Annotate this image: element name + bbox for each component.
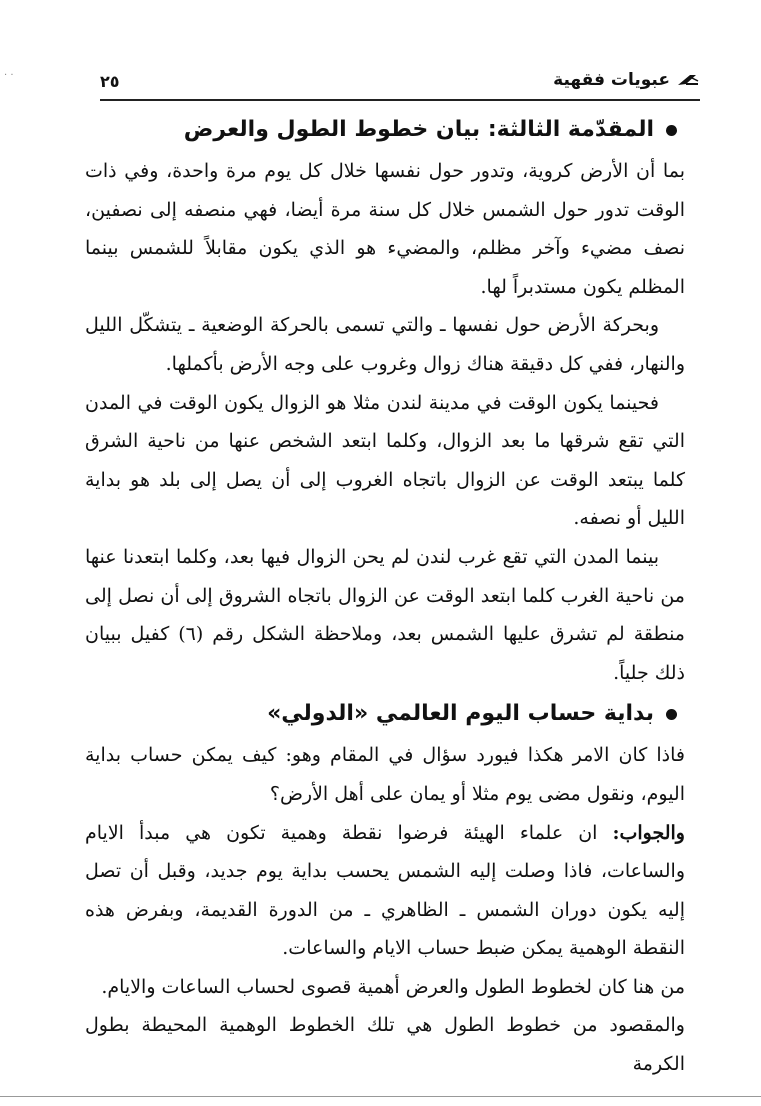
paragraph: والمقصود من خطوط الطول هي تلك الخطوط الوهمية المحيطة بطول الكرمة	[85, 1014, 685, 1076]
running-title	[553, 70, 700, 90]
bullet-icon	[666, 125, 677, 136]
section-heading-text: بداية حساب اليوم العالمي «الدولي»	[267, 701, 654, 727]
paragraph: من هنا كان لخطوط الطول والعرض أهمية قصوى لحساب الساعات والايام.	[101, 975, 685, 998]
section-heading-world-day	[85, 692, 685, 736]
answer-text: ان علماء الهيئة فرضوا نقطة وهمية تكون هي مبدأ الايام والساعات، فاذا وصلت إليه الشمس يحسب بداية يوم جديد، وقبل أن تصل إليه يكون دوران الشمس ـ الظاهري ـ من الدورة القديمة، وبفرض هذه النقطة الوهمية يمكن ضبط حساب الايام والساعات.	[85, 821, 685, 960]
pen-icon	[676, 72, 700, 88]
paragraph: بما أن الأرض كروية، وتدور حول نفسها خلال كل يوم مرة واحدة، وفي ذات الوقت تدور حول الشمس خلال كل سنة مرة أيضا، فهي منصفه إلى نصفين، نصف مضيء وآخر مظلم، والمضيء هو الذي يكون مقابلاً للشمس بينما المظلم يكون مستدبراً لها.	[85, 160, 685, 298]
page-header	[100, 66, 700, 96]
page-content	[85, 108, 685, 1084]
paragraph: فاذا كان الامر هكذا فيورد سؤال في المقام وهو: كيف يمكن حساب بداية اليوم، ونقول مضى يوم مثلا أو يمان على أهل الأرض؟	[85, 744, 685, 805]
answer-paragraph	[85, 814, 685, 968]
page-number: ٢٥	[100, 72, 120, 91]
header-rule	[100, 99, 700, 101]
section-heading-text: المقدّمة الثالثة: بيان خطوط الطول والعرض	[183, 117, 654, 142]
bullet-icon	[666, 709, 677, 720]
running-title-text: عبويات فقهية	[553, 70, 670, 90]
paragraph: بينما المدن التي تقع غرب لندن لم يحن الزوال فيها بعد، وكلما ابتعدنا عنها من ناحية الغرب كلما ابتعد الوقت عن الزوال باتجاه الشروق إلى أن نصل إلى منطقة لم تشرق عليها الشمس بعد، وملاحظة الشكل رقم (٦) كفيل ببيان ذلك جلياً.	[85, 545, 685, 684]
answer-label: والجواب:	[612, 821, 685, 844]
margin-mark: · ·	[4, 70, 14, 81]
section-heading-longitude-latitude	[85, 108, 685, 152]
paragraph: وبحركة الأرض حول نفسها ـ والتي تسمى بالحركة الوضعية ـ يتشكّل الليل والنهار، ففي كل دقيقة هناك زوال وغروب على وجه الأرض بأكملها.	[85, 314, 685, 375]
footer-rule	[0, 1096, 761, 1097]
paragraph: فحينما يكون الوقت في مدينة لندن مثلا هو الزوال يكون الوقت في المدن التي تقع شرقها ما بعد الزوال، وكلما ابتعد الشخص عنها من ناحية الشرق كلما يبتعد الوقت عن الزوال باتجاه الغروب إلى أن يصل إلى بلد هو بداية الليل أو نصفه.	[85, 391, 685, 530]
